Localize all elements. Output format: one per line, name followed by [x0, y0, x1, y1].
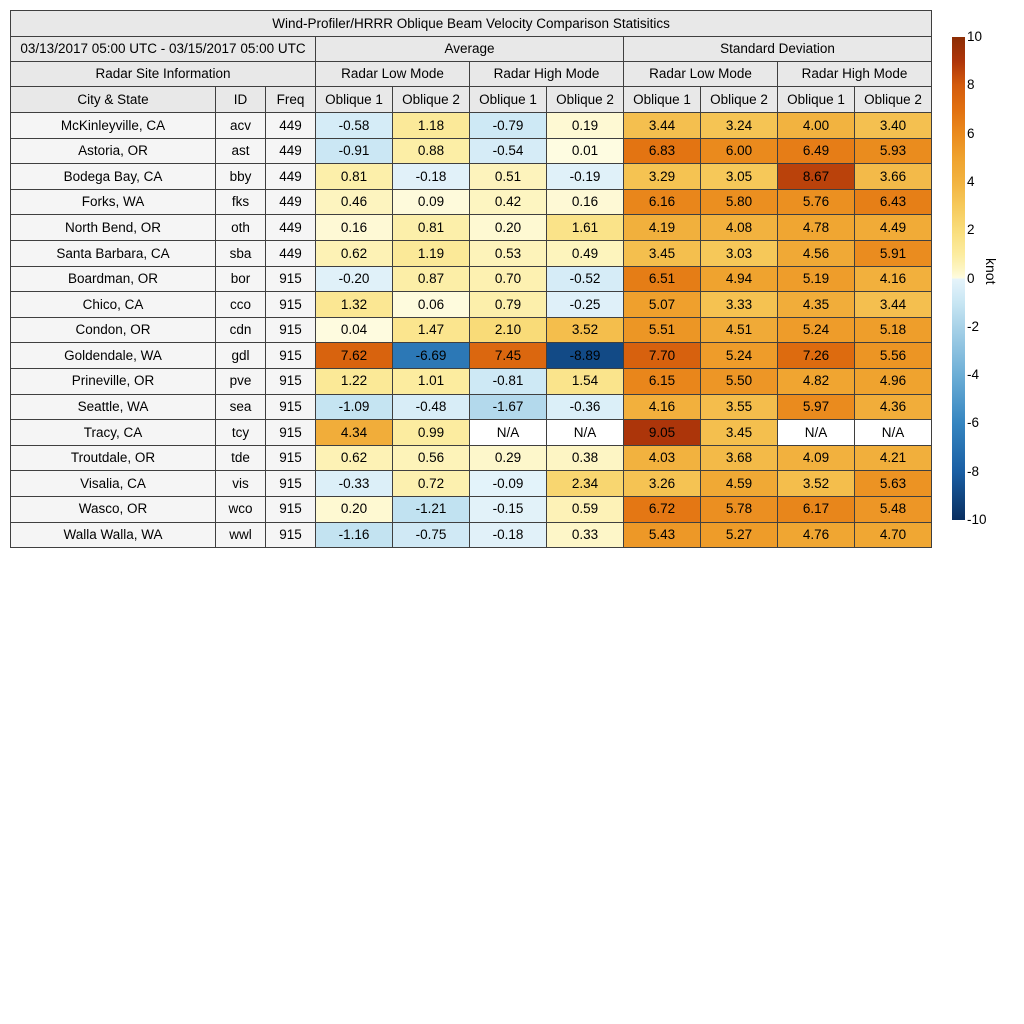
- value-cell: 0.81: [316, 164, 393, 190]
- value-cell: 0.04: [316, 317, 393, 343]
- freq-cell: 449: [266, 240, 316, 266]
- value-cell: 3.26: [624, 471, 701, 497]
- value-cell: 4.70: [855, 522, 932, 548]
- avg-low-mode-header: Radar Low Mode: [316, 62, 470, 87]
- table-row: [11, 471, 932, 497]
- value-cell: 6.15: [624, 368, 701, 394]
- value-cell: 4.03: [624, 445, 701, 471]
- value-cell: 0.99: [393, 420, 470, 446]
- value-cell: 3.44: [855, 292, 932, 318]
- freq-cell: 915: [266, 471, 316, 497]
- city-cell: Prineville, OR: [11, 368, 216, 394]
- value-cell: 5.97: [778, 394, 855, 420]
- city-cell: Seattle, WA: [11, 394, 216, 420]
- value-cell: -0.79: [470, 113, 547, 139]
- city-cell: North Bend, OR: [11, 215, 216, 241]
- table-row: [11, 189, 932, 215]
- value-cell: 3.52: [778, 471, 855, 497]
- value-cell: 0.33: [547, 522, 624, 548]
- id-cell: wwl: [216, 522, 266, 548]
- id-cell: bby: [216, 164, 266, 190]
- id-cell: vis: [216, 471, 266, 497]
- value-cell: 5.27: [701, 522, 778, 548]
- id-cell: sba: [216, 240, 266, 266]
- table-row: [11, 522, 932, 548]
- value-cell: 1.01: [393, 368, 470, 394]
- value-cell: 4.56: [778, 240, 855, 266]
- value-cell: -0.09: [470, 471, 547, 497]
- table-row: [11, 317, 932, 343]
- value-cell: 5.78: [701, 496, 778, 522]
- table-row: [11, 368, 932, 394]
- value-cell: 0.19: [547, 113, 624, 139]
- value-cell: 7.45: [470, 343, 547, 369]
- date-range: 03/13/2017 05:00 UTC - 03/15/2017 05:00 UTC: [11, 37, 316, 62]
- value-cell: 0.79: [470, 292, 547, 318]
- freq-cell: 449: [266, 215, 316, 241]
- value-cell: 0.16: [316, 215, 393, 241]
- value-cell: -0.48: [393, 394, 470, 420]
- colorbar-tick-label: -10: [967, 512, 987, 527]
- city-cell: Goldendale, WA: [11, 343, 216, 369]
- table-row: [11, 292, 932, 318]
- oblique2-header: Oblique 2: [701, 87, 778, 113]
- colorbar-tick-label: 2: [967, 222, 975, 238]
- value-cell: 4.00: [778, 113, 855, 139]
- table-row: [11, 266, 932, 292]
- value-cell: 4.76: [778, 522, 855, 548]
- colorbar-tick-label: -4: [967, 367, 980, 383]
- city-cell: Troutdale, OR: [11, 445, 216, 471]
- value-cell: 1.19: [393, 240, 470, 266]
- value-cell: 3.05: [701, 164, 778, 190]
- city-cell: Visalia, CA: [11, 471, 216, 497]
- value-cell: 0.01: [547, 138, 624, 164]
- value-cell: 6.72: [624, 496, 701, 522]
- value-cell: 5.93: [855, 138, 932, 164]
- colorbar-unit-label: knot: [983, 258, 999, 285]
- colorbar-tick-label: 8: [967, 77, 975, 93]
- average-group-header: Average: [316, 37, 624, 62]
- value-cell: 6.16: [624, 189, 701, 215]
- freq-cell: 449: [266, 164, 316, 190]
- value-cell: N/A: [778, 420, 855, 446]
- value-cell: 3.03: [701, 240, 778, 266]
- value-cell: 1.18: [393, 113, 470, 139]
- title-row: [11, 11, 932, 37]
- value-cell: 5.91: [855, 240, 932, 266]
- table-title: Wind-Profiler/HRRR Oblique Beam Velocity Comparison Statisitics: [11, 11, 932, 37]
- city-cell: Tracy, CA: [11, 420, 216, 446]
- value-cell: 0.49: [547, 240, 624, 266]
- value-cell: 0.38: [547, 445, 624, 471]
- value-cell: 0.06: [393, 292, 470, 318]
- value-cell: 0.59: [547, 496, 624, 522]
- value-cell: 3.24: [701, 113, 778, 139]
- table-row: [11, 240, 932, 266]
- value-cell: 4.82: [778, 368, 855, 394]
- value-cell: 6.00: [701, 138, 778, 164]
- value-cell: 4.08: [701, 215, 778, 241]
- colorbar-gradient: [952, 37, 965, 520]
- table-row: [11, 343, 932, 369]
- id-cell: cco: [216, 292, 266, 318]
- value-cell: -0.20: [316, 266, 393, 292]
- value-cell: 1.32: [316, 292, 393, 318]
- freq-cell: 449: [266, 138, 316, 164]
- oblique1-header: Oblique 1: [470, 87, 547, 113]
- value-cell: -0.19: [547, 164, 624, 190]
- value-cell: 4.34: [316, 420, 393, 446]
- value-cell: -0.81: [470, 368, 547, 394]
- oblique2-header: Oblique 2: [393, 87, 470, 113]
- value-cell: 4.96: [855, 368, 932, 394]
- value-cell: 0.72: [393, 471, 470, 497]
- colorbar-tick-label: -2: [967, 318, 980, 334]
- value-cell: 5.51: [624, 317, 701, 343]
- value-cell: 2.34: [547, 471, 624, 497]
- value-cell: 0.62: [316, 240, 393, 266]
- value-cell: 3.66: [855, 164, 932, 190]
- value-cell: 2.10: [470, 317, 547, 343]
- value-cell: 4.49: [855, 215, 932, 241]
- colorbar-tick-label: 4: [967, 173, 975, 189]
- value-cell: 7.70: [624, 343, 701, 369]
- value-cell: 1.47: [393, 317, 470, 343]
- value-cell: 5.19: [778, 266, 855, 292]
- value-cell: 3.45: [624, 240, 701, 266]
- value-cell: 0.09: [393, 189, 470, 215]
- value-cell: 5.50: [701, 368, 778, 394]
- value-cell: 0.88: [393, 138, 470, 164]
- value-cell: -1.21: [393, 496, 470, 522]
- value-cell: 1.22: [316, 368, 393, 394]
- value-cell: 3.44: [624, 113, 701, 139]
- value-cell: -0.91: [316, 138, 393, 164]
- freq-cell: 915: [266, 368, 316, 394]
- freq-cell: 915: [266, 292, 316, 318]
- id-cell: oth: [216, 215, 266, 241]
- value-cell: 6.83: [624, 138, 701, 164]
- value-cell: 3.55: [701, 394, 778, 420]
- value-cell: N/A: [547, 420, 624, 446]
- value-cell: 3.45: [701, 420, 778, 446]
- value-cell: 0.56: [393, 445, 470, 471]
- value-cell: 5.07: [624, 292, 701, 318]
- avg-high-mode-header: Radar High Mode: [470, 62, 624, 87]
- value-cell: 0.53: [470, 240, 547, 266]
- id-header: ID: [216, 87, 266, 113]
- oblique1-header: Oblique 1: [316, 87, 393, 113]
- value-cell: 5.63: [855, 471, 932, 497]
- table-row: [11, 164, 932, 190]
- value-cell: 4.78: [778, 215, 855, 241]
- freq-cell: 449: [266, 189, 316, 215]
- freq-header: Freq: [266, 87, 316, 113]
- freq-cell: 449: [266, 113, 316, 139]
- value-cell: 0.42: [470, 189, 547, 215]
- city-cell: Astoria, OR: [11, 138, 216, 164]
- value-cell: 5.56: [855, 343, 932, 369]
- value-cell: 0.29: [470, 445, 547, 471]
- value-cell: -0.36: [547, 394, 624, 420]
- colorbar-tick-label: -6: [967, 415, 980, 431]
- city-state-header: City & State: [11, 87, 216, 113]
- value-cell: 5.24: [778, 317, 855, 343]
- value-cell: 0.62: [316, 445, 393, 471]
- freq-cell: 915: [266, 496, 316, 522]
- std-low-mode-header: Radar Low Mode: [624, 62, 778, 87]
- value-cell: -8.89: [547, 343, 624, 369]
- id-cell: wco: [216, 496, 266, 522]
- value-cell: N/A: [470, 420, 547, 446]
- value-cell: 1.54: [547, 368, 624, 394]
- colorbar-tick-label: -8: [967, 463, 980, 479]
- id-cell: tcy: [216, 420, 266, 446]
- table-row: [11, 496, 932, 522]
- value-cell: N/A: [855, 420, 932, 446]
- value-cell: 7.62: [316, 343, 393, 369]
- table-row: [11, 215, 932, 241]
- id-cell: fks: [216, 189, 266, 215]
- value-cell: 0.70: [470, 266, 547, 292]
- stats-table: [10, 10, 932, 548]
- value-cell: -0.18: [393, 164, 470, 190]
- city-cell: McKinleyville, CA: [11, 113, 216, 139]
- value-cell: 7.26: [778, 343, 855, 369]
- value-cell: 3.33: [701, 292, 778, 318]
- value-cell: 0.46: [316, 189, 393, 215]
- value-cell: -0.18: [470, 522, 547, 548]
- value-cell: 5.76: [778, 189, 855, 215]
- value-cell: 5.48: [855, 496, 932, 522]
- value-cell: 0.81: [393, 215, 470, 241]
- value-cell: -0.25: [547, 292, 624, 318]
- colorbar-tick-label: 10: [967, 29, 983, 44]
- table-row: [11, 420, 932, 446]
- city-cell: Bodega Bay, CA: [11, 164, 216, 190]
- value-cell: 3.29: [624, 164, 701, 190]
- oblique2-header: Oblique 2: [855, 87, 932, 113]
- value-cell: -6.69: [393, 343, 470, 369]
- value-cell: 5.43: [624, 522, 701, 548]
- id-cell: sea: [216, 394, 266, 420]
- value-cell: 4.09: [778, 445, 855, 471]
- value-cell: 3.40: [855, 113, 932, 139]
- group-header-row: [11, 37, 932, 62]
- table-row: [11, 138, 932, 164]
- id-cell: cdn: [216, 317, 266, 343]
- freq-cell: 915: [266, 420, 316, 446]
- value-cell: -1.16: [316, 522, 393, 548]
- value-cell: 6.17: [778, 496, 855, 522]
- freq-cell: 915: [266, 343, 316, 369]
- value-cell: 3.52: [547, 317, 624, 343]
- std-high-mode-header: Radar High Mode: [778, 62, 932, 87]
- value-cell: -0.33: [316, 471, 393, 497]
- table-row: [11, 394, 932, 420]
- value-cell: 6.49: [778, 138, 855, 164]
- value-cell: -0.54: [470, 138, 547, 164]
- mode-header-row: [11, 62, 932, 87]
- value-cell: 4.59: [701, 471, 778, 497]
- column-header-row: [11, 87, 932, 113]
- value-cell: 4.94: [701, 266, 778, 292]
- value-cell: -0.75: [393, 522, 470, 548]
- radar-site-info-header: Radar Site Information: [11, 62, 316, 87]
- value-cell: 0.20: [316, 496, 393, 522]
- freq-cell: 915: [266, 317, 316, 343]
- city-cell: Walla Walla, WA: [11, 522, 216, 548]
- value-cell: 9.05: [624, 420, 701, 446]
- city-cell: Chico, CA: [11, 292, 216, 318]
- id-cell: bor: [216, 266, 266, 292]
- value-cell: 4.19: [624, 215, 701, 241]
- value-cell: 4.21: [855, 445, 932, 471]
- value-cell: 1.61: [547, 215, 624, 241]
- value-cell: 0.16: [547, 189, 624, 215]
- table-row: [11, 445, 932, 471]
- value-cell: 0.20: [470, 215, 547, 241]
- freq-cell: 915: [266, 522, 316, 548]
- value-cell: -1.67: [470, 394, 547, 420]
- value-cell: -0.15: [470, 496, 547, 522]
- oblique2-header: Oblique 2: [547, 87, 624, 113]
- value-cell: 6.51: [624, 266, 701, 292]
- std-deviation-group-header: Standard Deviation: [624, 37, 932, 62]
- value-cell: -0.58: [316, 113, 393, 139]
- value-cell: 4.51: [701, 317, 778, 343]
- value-cell: 5.18: [855, 317, 932, 343]
- value-cell: 6.43: [855, 189, 932, 215]
- id-cell: tde: [216, 445, 266, 471]
- id-cell: gdl: [216, 343, 266, 369]
- oblique1-header: Oblique 1: [778, 87, 855, 113]
- freq-cell: 915: [266, 266, 316, 292]
- colorbar-tick-label: 0: [967, 270, 975, 286]
- value-cell: 4.16: [855, 266, 932, 292]
- oblique1-header: Oblique 1: [624, 87, 701, 113]
- value-cell: 0.87: [393, 266, 470, 292]
- colorbar-tick-label: 6: [967, 125, 975, 141]
- value-cell: 5.24: [701, 343, 778, 369]
- value-cell: 5.80: [701, 189, 778, 215]
- city-cell: Santa Barbara, CA: [11, 240, 216, 266]
- table-body: [11, 113, 932, 548]
- value-cell: 3.68: [701, 445, 778, 471]
- id-cell: acv: [216, 113, 266, 139]
- table-row: [11, 113, 932, 139]
- value-cell: 4.36: [855, 394, 932, 420]
- id-cell: pve: [216, 368, 266, 394]
- value-cell: 0.51: [470, 164, 547, 190]
- freq-cell: 915: [266, 394, 316, 420]
- value-cell: -0.52: [547, 266, 624, 292]
- city-cell: Forks, WA: [11, 189, 216, 215]
- value-cell: 8.67: [778, 164, 855, 190]
- city-cell: Condon, OR: [11, 317, 216, 343]
- freq-cell: 915: [266, 445, 316, 471]
- value-cell: 4.16: [624, 394, 701, 420]
- city-cell: Wasco, OR: [11, 496, 216, 522]
- id-cell: ast: [216, 138, 266, 164]
- value-cell: -1.09: [316, 394, 393, 420]
- value-cell: 4.35: [778, 292, 855, 318]
- city-cell: Boardman, OR: [11, 266, 216, 292]
